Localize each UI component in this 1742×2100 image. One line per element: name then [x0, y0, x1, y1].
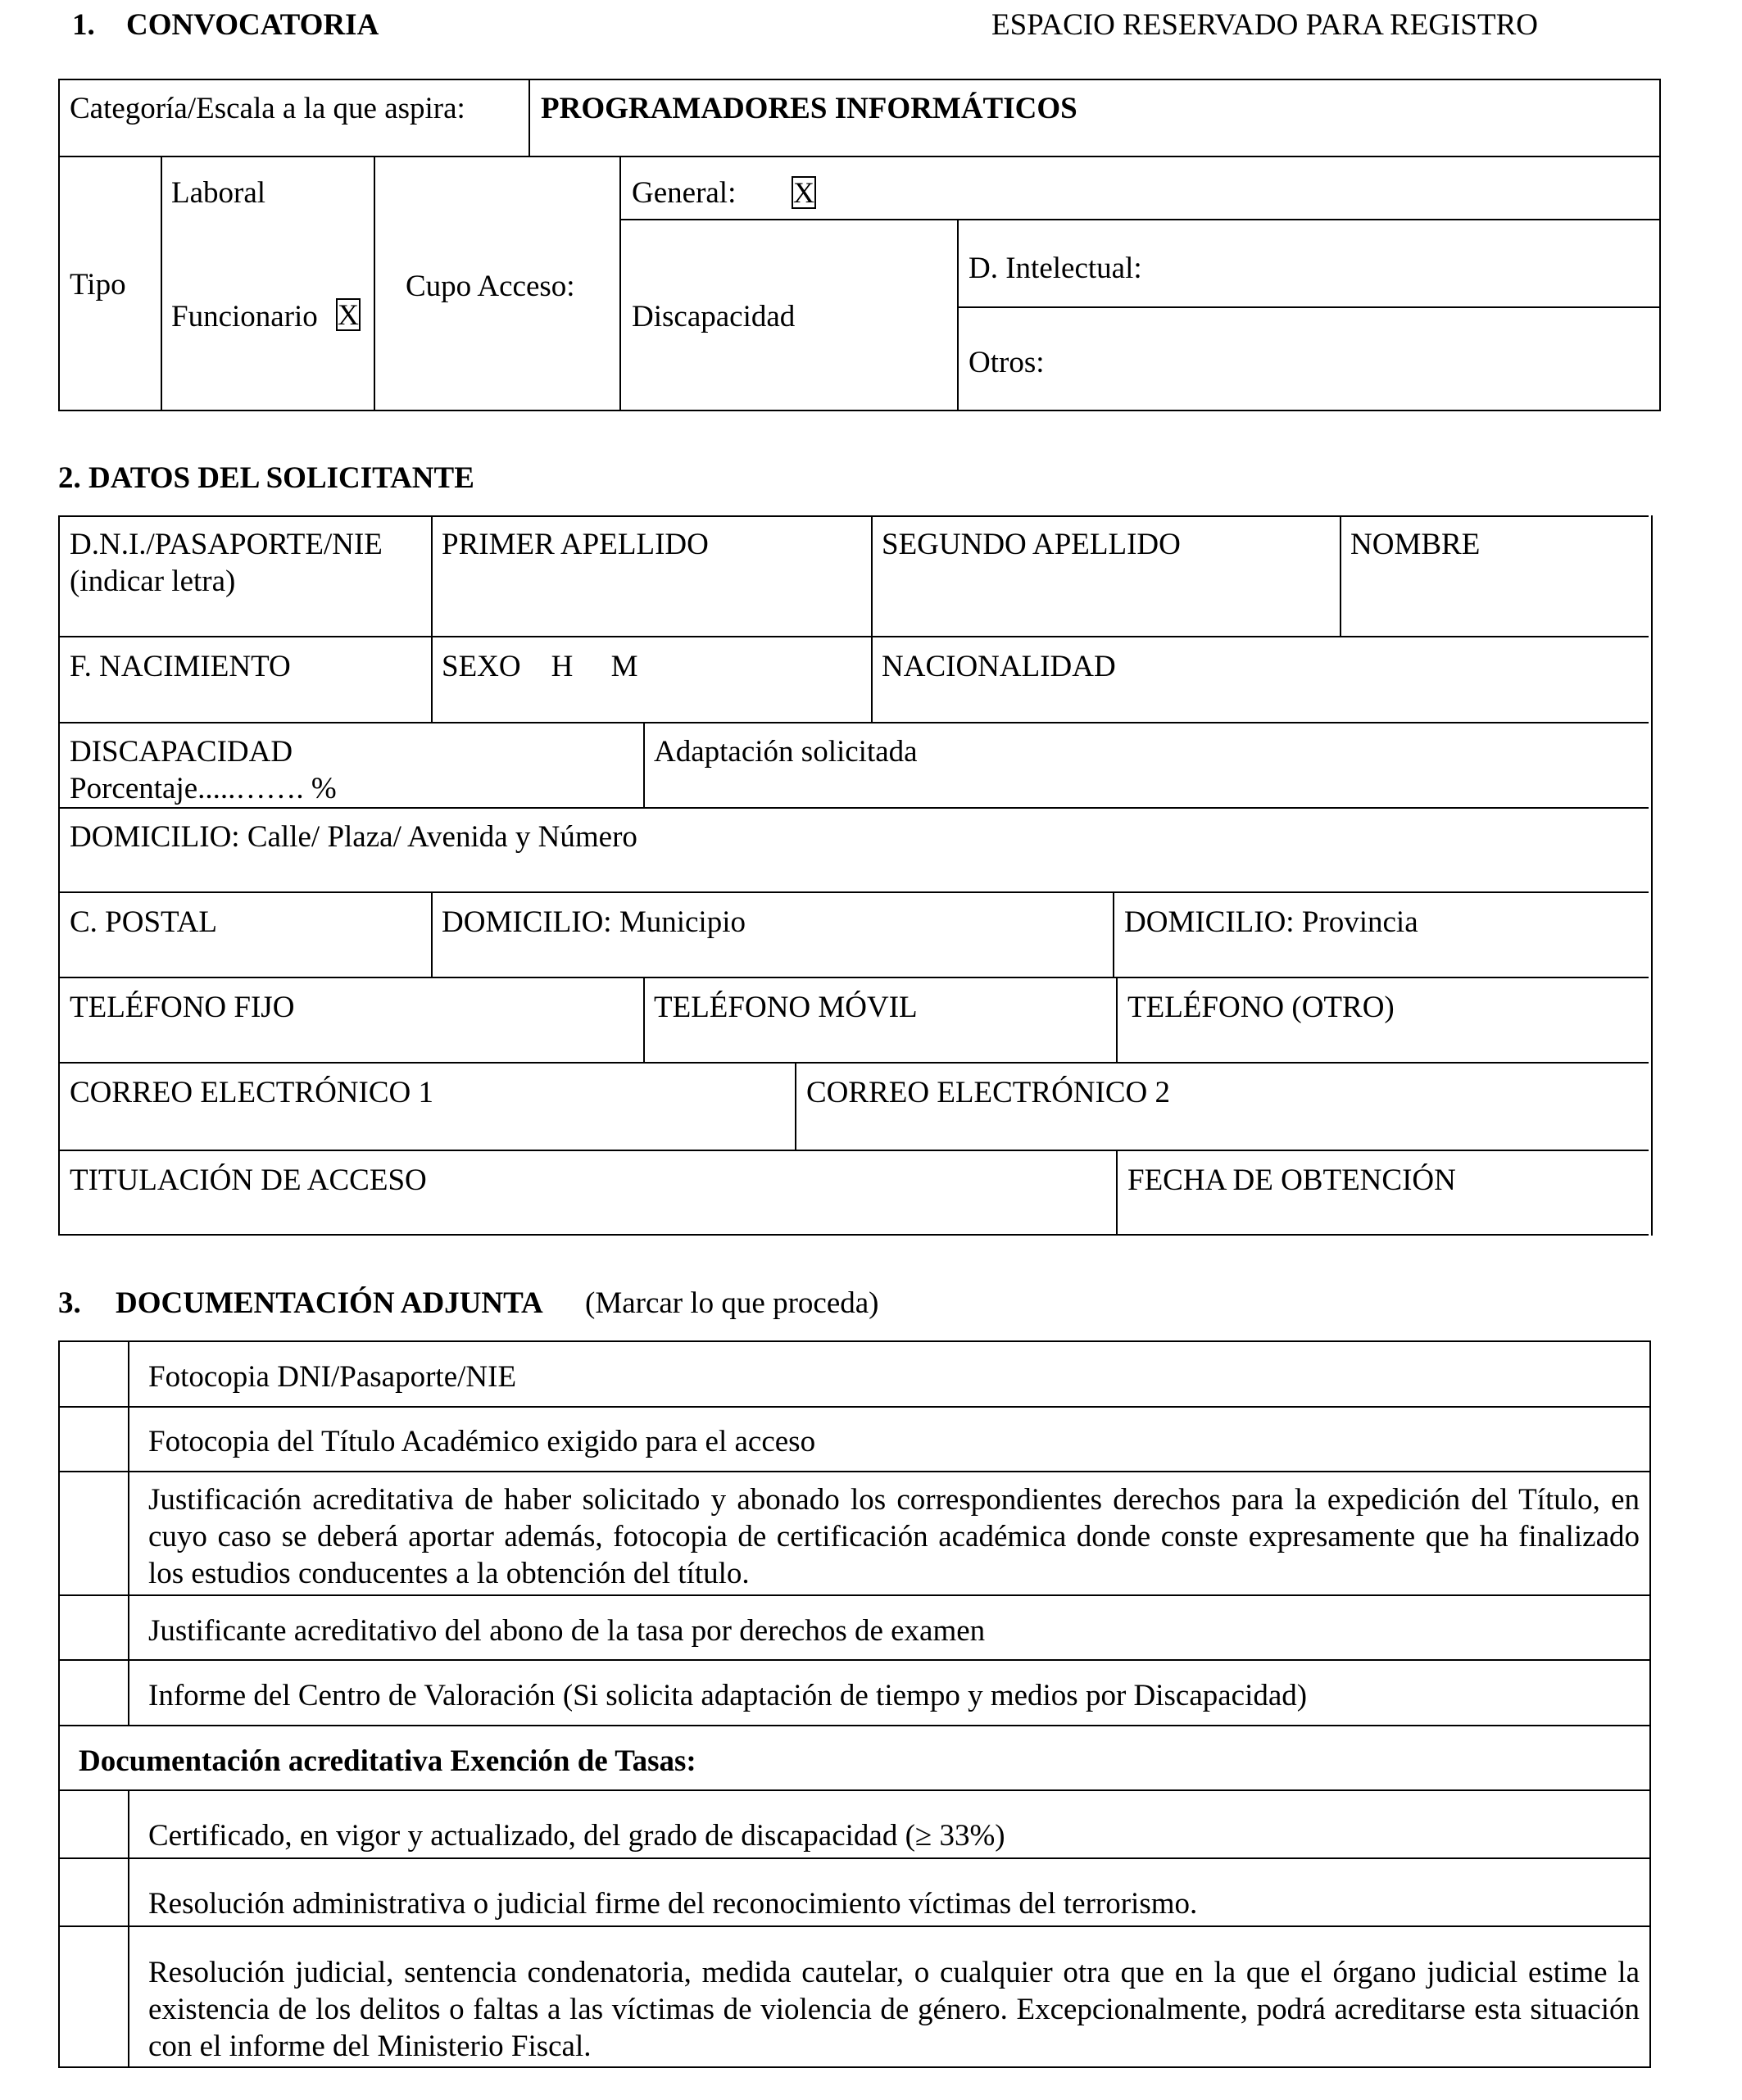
intelectual-option: D. Intelectual: [969, 252, 1142, 285]
registry-space-label: ESPACIO RESERVADO PARA REGISTRO [991, 8, 1538, 42]
otros-option: Otros: [969, 346, 1045, 379]
section1-title: CONVOCATORIA [126, 8, 379, 42]
exencion-checkbox-violencia[interactable] [60, 1927, 125, 2066]
exencion-checkbox-discapacidad[interactable] [60, 1791, 125, 1857]
exencion-item-discapacidad: Certificado, en vigor y actualizado, del grado de discapacidad (≥ 33%) [148, 1819, 1005, 1853]
adaptacion-label: Adaptación solicitada [654, 735, 918, 769]
doc-item-tasa: Justificante acreditativo del abono de la tasa por derechos de examen [148, 1614, 986, 1648]
exencion-checkbox-terrorismo[interactable] [60, 1859, 125, 1925]
discapacidad-label: DISCAPACIDAD [70, 735, 293, 769]
exencion-title: Documentación acreditativa Exención de Tasas: [79, 1744, 696, 1778]
postal-label: C. POSTAL [70, 905, 218, 939]
laboral-option: Laboral [171, 176, 266, 210]
cupo-acceso-label: Cupo Acceso: [406, 270, 575, 303]
dni-label: D.N.I./PASAPORTE/NIE [70, 528, 383, 561]
telefono-otro-label: TELÉFONO (OTRO) [1127, 991, 1395, 1024]
doc-checkbox-dni[interactable] [60, 1342, 125, 1406]
correo1-label: CORREO ELECTRÓNICO 1 [70, 1076, 433, 1109]
section1-number: 1. [72, 8, 95, 42]
nombre-label: NOMBRE [1350, 528, 1481, 561]
titulacion-label: TITULACIÓN DE ACCESO [70, 1163, 427, 1197]
exencion-item-violencia: Resolución judicial, sentencia condenatoria, medida cautelar, o cualquier otra que en la que el órgano judicial estime la existencia de los delitos o faltas a las víctimas de violencia de género. Excepcionalmente, podrá acreditarse esta situación con el informe del Ministerio Fiscal. [148, 1956, 1640, 2063]
municipio-label: DOMICILIO: Municipio [442, 905, 746, 939]
section3-number: 3. [58, 1286, 81, 1320]
correo2-label: CORREO ELECTRÓNICO 2 [806, 1076, 1170, 1109]
sexo-label: SEXO H M [442, 650, 638, 683]
section2-title: 2. DATOS DEL SOLICITANTE [58, 461, 474, 495]
telefono-movil-label: TELÉFONO MÓVIL [654, 991, 918, 1024]
exencion-item-terrorismo: Resolución administrativa o judicial firme del reconocimiento víctimas del terrorismo. [148, 1887, 1198, 1921]
fecha-obtencion-label: FECHA DE OBTENCIÓN [1127, 1163, 1456, 1197]
discapacidad-option: Discapacidad [632, 300, 796, 333]
doc-item-dni: Fotocopia DNI/Pasaporte/NIE [148, 1360, 517, 1394]
doc-item-titulo: Fotocopia del Título Académico exigido para el acceso [148, 1425, 816, 1458]
categoria-value: PROGRAMADORES INFORMÁTICOS [541, 92, 1077, 125]
doc-item-justificacion: Justificación acreditativa de haber solicitado y abonado los correspondientes derechos para la expedición del Título, en cuyo caso se deberá aportar además, fotocopia de certificación académica donde conste expresamente que ha finalizado los estudios conducentes a la obtención del título. [148, 1483, 1640, 1590]
primer-apellido-label: PRIMER APELLIDO [442, 528, 709, 561]
general-option: General: [632, 176, 737, 210]
section3-title: DOCUMENTACIÓN ADJUNTA [116, 1286, 543, 1320]
dni-hint: (indicar letra) [70, 565, 236, 598]
doc-item-informe: Informe del Centro de Valoración (Si solicita adaptación de tiempo y medios por Discapacidad) [148, 1679, 1308, 1712]
nacionalidad-label: NACIONALIDAD [882, 650, 1116, 683]
nacimiento-label: F. NACIMIENTO [70, 650, 291, 683]
categoria-label: Categoría/Escala a la que aspira: [70, 92, 465, 125]
doc-checkbox-justificacion[interactable] [60, 1472, 125, 1594]
section3-subtitle: (Marcar lo que proceda) [585, 1286, 879, 1320]
general-checkbox[interactable]: X [793, 176, 814, 209]
doc-checkbox-informe[interactable] [60, 1661, 125, 1725]
provincia-label: DOMICILIO: Provincia [1124, 905, 1418, 939]
doc-checkbox-tasa[interactable] [60, 1596, 125, 1659]
porcentaje-label: Porcentaje.....……. % [70, 772, 337, 805]
doc-checkbox-titulo[interactable] [60, 1408, 125, 1471]
domicilio-label: DOMICILIO: Calle/ Plaza/ Avenida y Número [70, 820, 637, 854]
funcionario-checkbox[interactable]: X [338, 298, 359, 331]
tipo-label: Tipo [70, 268, 126, 302]
telefono-fijo-label: TELÉFONO FIJO [70, 991, 295, 1024]
funcionario-option: Funcionario [171, 300, 318, 333]
segundo-apellido-label: SEGUNDO APELLIDO [882, 528, 1181, 561]
